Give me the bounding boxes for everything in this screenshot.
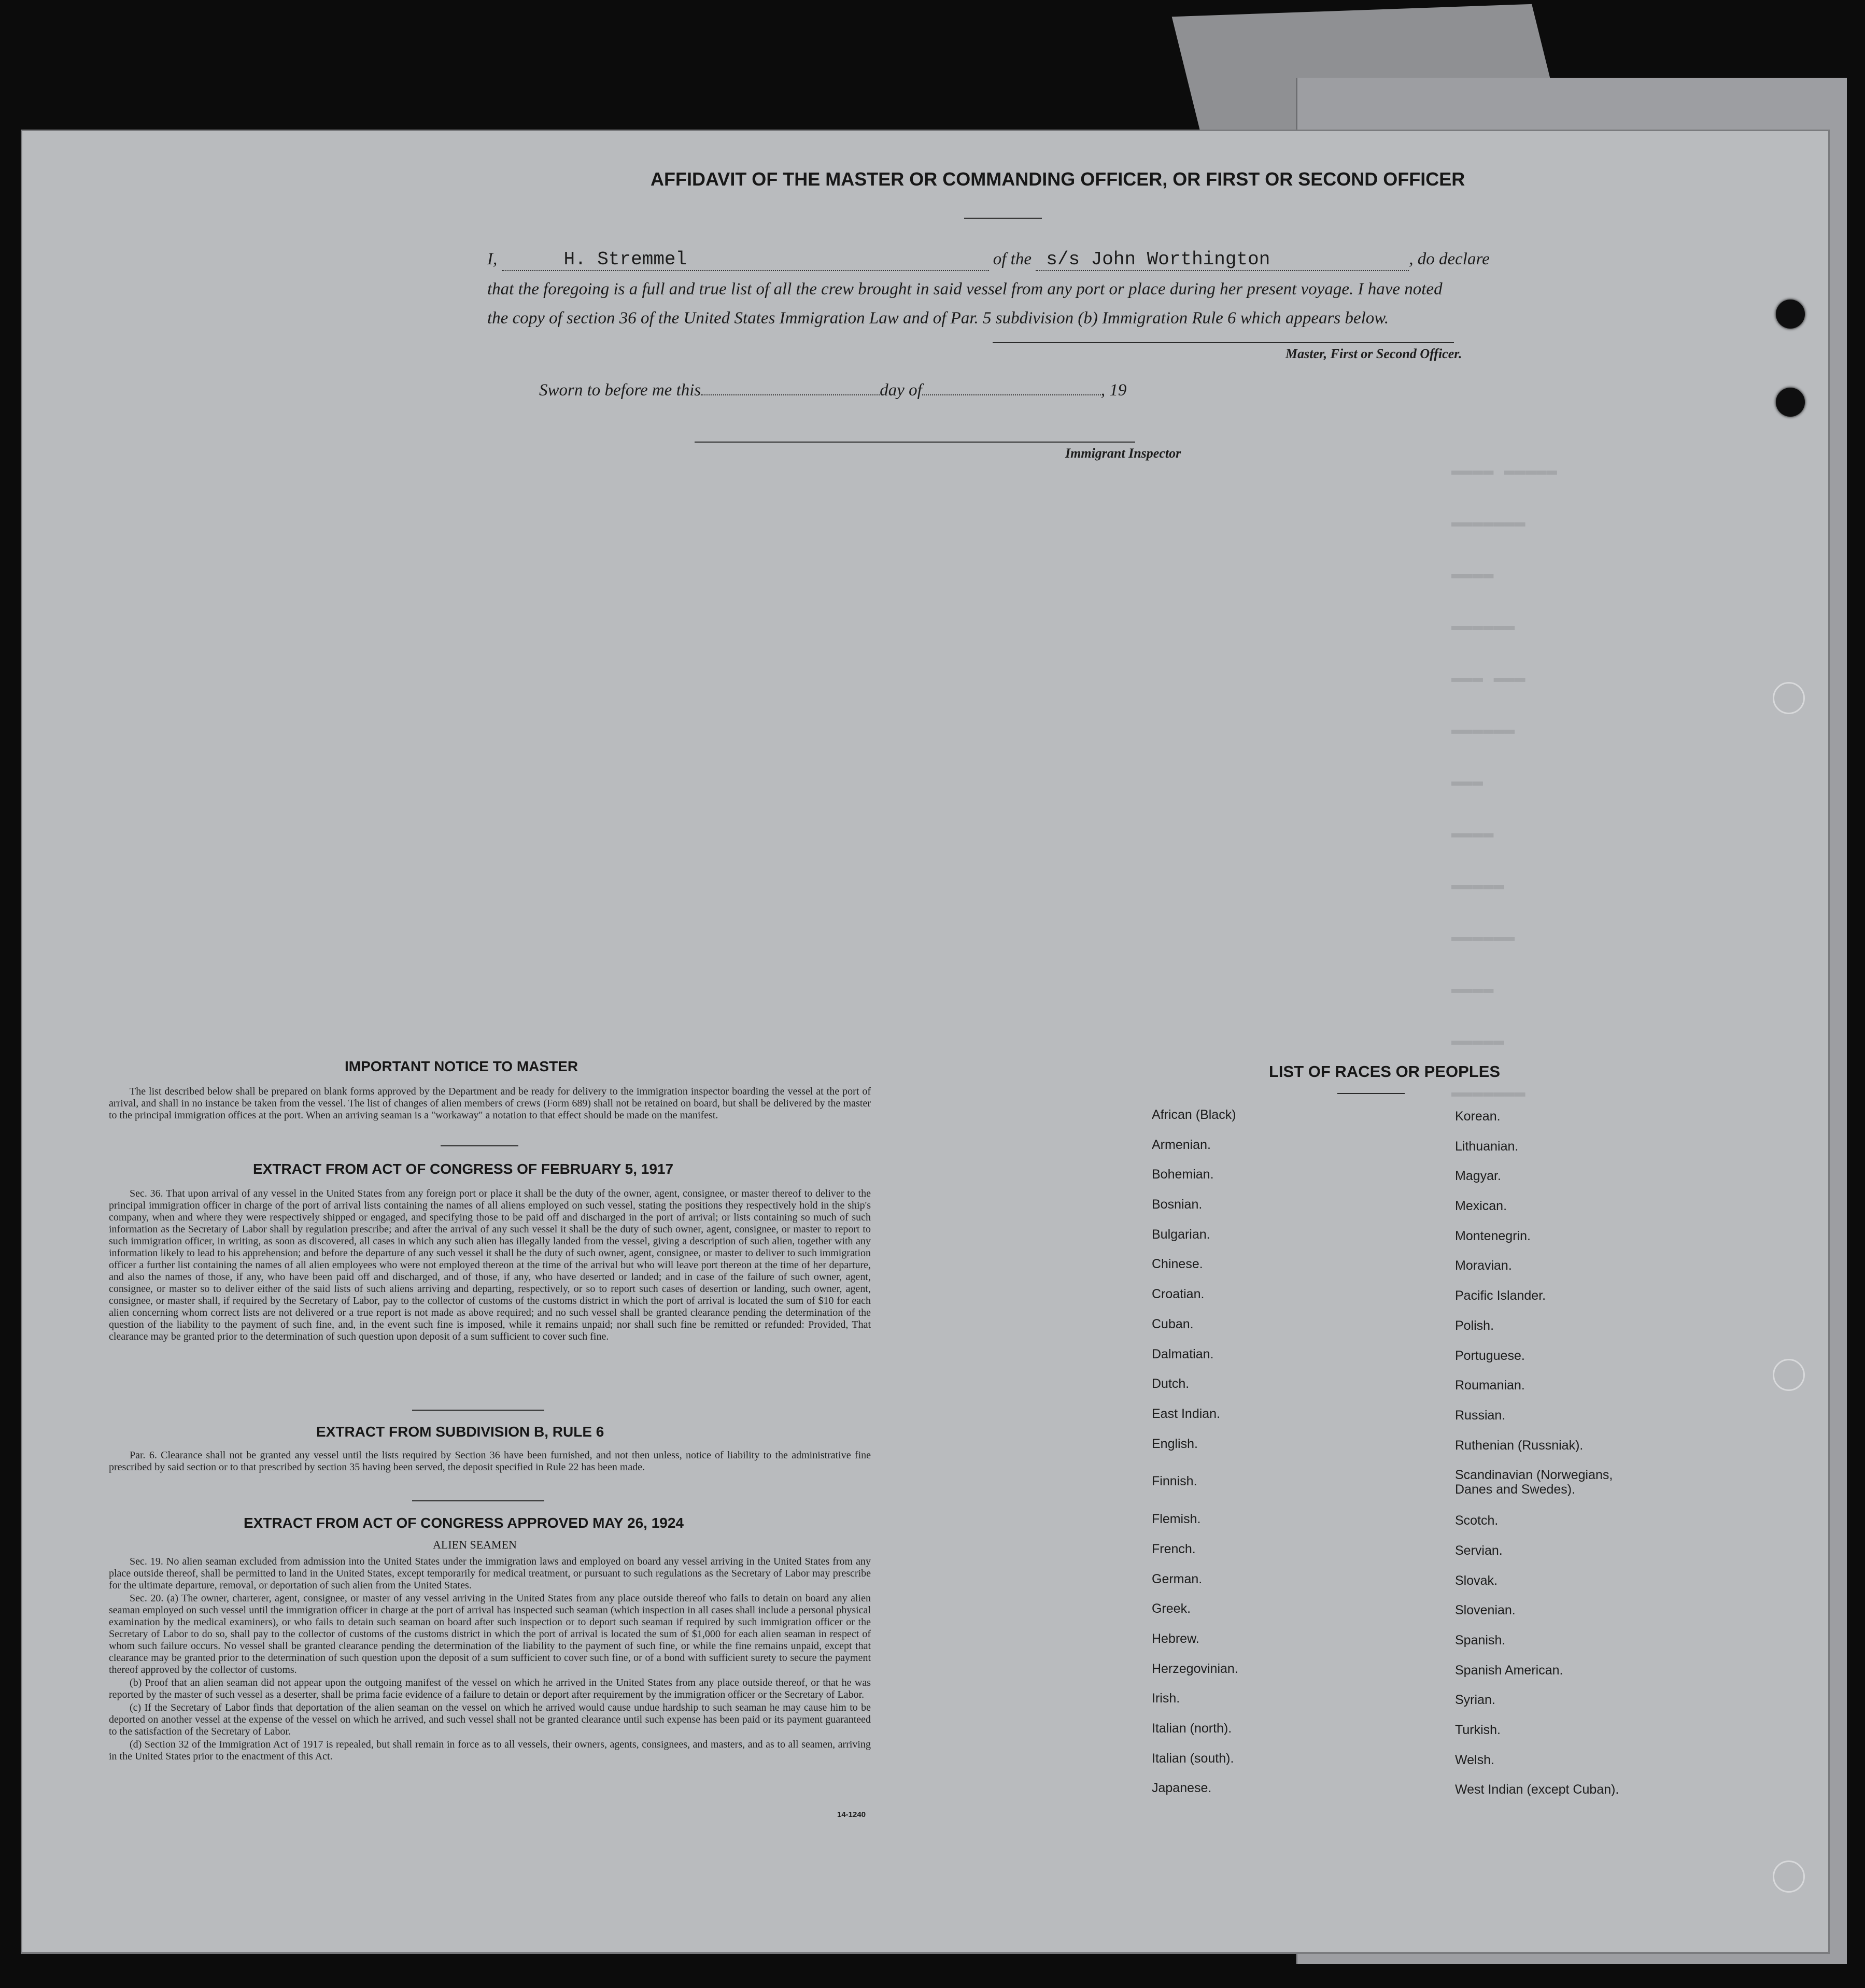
vessel-name: s/s John Worthington: [1046, 249, 1270, 270]
day-of-label: day of: [880, 381, 922, 400]
race-item: Roumanian.: [1455, 1378, 1525, 1393]
race-item: Spanish American.: [1455, 1663, 1563, 1678]
inspector-caption: Immigrant Inspector: [1065, 446, 1181, 461]
rule6-heading: EXTRACT FROM SUBDIVISION B, RULE 6: [316, 1424, 604, 1440]
divider-3: [412, 1500, 544, 1501]
declare-label: , do declare: [1409, 250, 1490, 268]
extract-1917-heading: EXTRACT FROM ACT OF CONGRESS OF FEBRUARY 5, 1917: [253, 1161, 674, 1177]
race-item: Montenegrin.: [1455, 1228, 1531, 1243]
race-item: Slovenian.: [1455, 1603, 1516, 1618]
sec-20c-text: (c) If the Secretary of Labor finds that deportation of the alien seaman on the vessel on which he arrived would cause undue hardship to such seaman he may cause him to be deported on another vessel at the expense of the vessel on which he arrived, and such vessel shall not be granted clearance until such expense has been paid or its payment guaranteed to the satisfaction of the Secretary of Labor.: [109, 1702, 871, 1737]
manifest-page: [21, 130, 1830, 1954]
race-item: Korean.: [1455, 1109, 1501, 1124]
race-item: East Indian.: [1152, 1406, 1221, 1421]
race-item: Italian (north).: [1152, 1721, 1232, 1736]
race-item: Herzegovinian.: [1152, 1661, 1238, 1676]
race-item: African (Black): [1152, 1107, 1236, 1122]
race-item: Pacific Islander.: [1455, 1288, 1546, 1303]
race-item: Cuban.: [1152, 1316, 1194, 1331]
notice-body: [109, 1086, 871, 1123]
race-item: Bohemian.: [1152, 1167, 1214, 1182]
affidavit-line-3: the copy of section 36 of the United States Immigration Law and of Par. 5 subdivision (b) Immigration Rule 6 which appears below.: [487, 309, 1389, 328]
sec-20b-text: (b) Proof that an alien seaman did not appear upon the outgoing manifest of the vessel on which he arrived in the United States from any place outside thereof, or that he was reported by the master of such vessel as a deserter, shall be prima facie evidence of a failure to detain or deport after requirement by the immigration officer or the Secretary of Labor.: [109, 1677, 871, 1700]
race-item: Turkish.: [1455, 1723, 1501, 1738]
affidavit-title: AFFIDAVIT OF THE MASTER OR COMMANDING OFFICER, OR FIRST OR SECOND OFFICER: [651, 168, 1465, 190]
sec-20d-text: (d) Section 32 of the Immigration Act of 1917 is repealed, but shall remain in force as to all vessels, their owners, agents, consignees, and masters, and as to all seamen, arriving in the United States prior to the enactment of this Act.: [109, 1739, 871, 1762]
affidavit-line-2: that the foregoing is a full and true list of all the crew brought in said vessel from any port or place during her present voyage. I have noted: [487, 280, 1443, 299]
race-item: Chinese.: [1152, 1257, 1203, 1272]
race-item: English.: [1152, 1436, 1198, 1451]
rule6-text: Par. 6. Clearance shall not be granted any vessel until the lists required by Section 36 have been furnished, and not then unless, notice of liability to the administrative fine prescribed by said section or to that prescribed by section 35 having been served, the deposit specified in Rule 22 has been made.: [109, 1450, 871, 1473]
sworn-line: [539, 381, 1126, 400]
race-item: Croatian.: [1152, 1287, 1205, 1302]
race-item: Irish.: [1152, 1691, 1180, 1706]
race-item: Armenian.: [1152, 1137, 1211, 1152]
extract-1917-body: [109, 1188, 871, 1344]
sec-20a-text: Sec. 20. (a) The owner, charterer, agent, consignee, or master of any vessel arriving in the United States from any place outside thereof who fails to detain on board any alien seaman employed on such vessel until the immigration officer in charge at the port of arrival has inspected such seaman (which inspection in all cases shall include a personal physical examination by the medical examiners), or who fails to detain such seaman on board after such inspection or to deport such seaman if required by such immigration officer or the Secretary of Labor to do so, shall pay to the collector of customs of the customs district in which the port of arrival is located the sum of $1,000 for each alien seaman in respect of whom such failure occurs. No vessel shall be granted clearance pending the determination of the liability to the payment of such fine, or while the fine remains unpaid, except that clearance may be granted prior to the determination of such question upon the deposit of a sum sufficient to cover such fine, or of a bond with sufficient surety to secure the payment thereof approved by the collector of customs.: [109, 1593, 871, 1675]
punch-hole-2: [1776, 388, 1805, 417]
race-item: Greek.: [1152, 1601, 1191, 1616]
race-item: Dalmatian.: [1152, 1346, 1214, 1361]
race-item: French.: [1152, 1541, 1196, 1556]
race-item: Syrian.: [1455, 1693, 1495, 1708]
punch-hole-5: [1773, 1861, 1805, 1893]
race-item: Mexican.: [1455, 1199, 1507, 1214]
race-item: Servian.: [1455, 1543, 1503, 1558]
inspector-signature-line: [695, 442, 1135, 443]
race-item: Lithuanian.: [1455, 1139, 1519, 1154]
rule6-body: [109, 1450, 871, 1474]
race-item: Magyar.: [1455, 1169, 1501, 1184]
divider-1: [441, 1145, 518, 1146]
race-item: Slovak.: [1455, 1573, 1497, 1588]
officer-name: H. Stremmel: [563, 249, 687, 270]
race-item: Moravian.: [1455, 1258, 1512, 1273]
race-item: West Indian (except Cuban).: [1455, 1782, 1619, 1797]
race-item: German.: [1152, 1571, 1203, 1586]
reverse-side-bleed: ▬▬▬▬ ▬▬▬▬▬ ▬▬▬▬▬▬▬ ▬▬▬▬ ▬▬▬▬▬▬ ▬▬▬ ▬▬▬ ▬▬▬▬▬▬ ▬▬▬ ▬▬▬▬ ▬▬▬▬▬ ▬▬▬▬▬▬ ▬▬▬▬ ▬▬▬▬▬ ▬▬▬▬▬▬▬: [1451, 461, 1558, 1103]
race-item: Japanese.: [1152, 1781, 1212, 1796]
master-signature-line: [993, 342, 1454, 343]
races-heading: LIST OF RACES OR PEOPLES: [1269, 1062, 1501, 1081]
extract-1924-body: [109, 1556, 871, 1764]
race-item: Dutch.: [1152, 1376, 1190, 1391]
race-item: Scandinavian (Norwegians, Danes and Swedes).: [1455, 1468, 1613, 1497]
race-item: Russian.: [1455, 1408, 1506, 1423]
race-item: Welsh.: [1455, 1752, 1494, 1767]
race-item: Portuguese.: [1455, 1348, 1525, 1363]
races-heading-rule: [1337, 1093, 1405, 1094]
punch-hole-4: [1773, 1359, 1805, 1391]
race-item: Scotch.: [1455, 1513, 1499, 1528]
race-item: Polish.: [1455, 1318, 1494, 1333]
form-number: 14-1240: [837, 1810, 866, 1819]
race-item: Bosnian.: [1152, 1197, 1203, 1212]
race-item: Finnish.: [1152, 1474, 1197, 1489]
of-the-label: of the: [993, 250, 1032, 268]
affidavit-line-1: [487, 249, 1490, 271]
race-item: Hebrew.: [1152, 1631, 1199, 1646]
races-left-column: [1152, 1107, 1238, 1811]
race-item: Ruthenian (Russniak).: [1455, 1438, 1584, 1453]
punch-hole-1: [1776, 300, 1805, 329]
races-right-column: [1455, 1109, 1642, 1812]
divider-2: [412, 1410, 544, 1411]
punch-hole-3: [1773, 682, 1805, 714]
alien-seamen-subheading: ALIEN SEAMEN: [433, 1538, 517, 1551]
race-item: Italian (south).: [1152, 1751, 1234, 1766]
race-item: Flemish.: [1152, 1512, 1201, 1527]
year-prefix: , 19: [1100, 381, 1127, 400]
affidavit-title-rule: [964, 218, 1042, 219]
race-item: Spanish.: [1455, 1633, 1506, 1648]
race-item: Bulgarian.: [1152, 1227, 1210, 1242]
sworn-label: Sworn to before me this: [539, 381, 701, 400]
master-signature-caption: Master, First or Second Officer.: [1285, 346, 1462, 361]
sec-19-text: Sec. 19. No alien seaman excluded from admission into the United States under the immigration laws and employed on board any vessel arriving in the United States from any place outside thereof, shall be permitted to land in the United States, except temporarily for medical treatment, or pursuant to such regulations as the Secretary of Labor may prescribe for the ultimate departure, removal, or deportation of such alien from the United States.: [109, 1556, 871, 1591]
extract-1924-heading: EXTRACT FROM ACT OF CONGRESS APPROVED MAY 26, 1924: [244, 1515, 684, 1531]
notice-heading: IMPORTANT NOTICE TO MASTER: [345, 1058, 578, 1074]
extract-1917-text: Sec. 36. That upon arrival of any vessel in the United States from any foreign port or place it shall be the duty of the owner, agent, consignee, or master thereof to deliver to the principal immigration officer in charge of the port of arrival lists containing the names of all aliens employed on such vessel, stating the positions they respectively hold in the ship's company, when and where they were respectively shipped or engaged, and specifying those to be paid off and discharged in the port of arrival; or lists containing so much of such information as the Secretary of Labor shall by regulation prescribe; and after the arrival of any such vessel it shall be the duty of such owner, agent, consignee, or master to report to such immigration officer, in writing, as soon as discovered, all cases in which any such alien has illegally landed from the vessel, giving a description of such alien, together with any information likely to lead to his apprehension; and before the departure of any such vessel it shall be the duty of such owner, agent, consignee, or master to deliver to such immigration officer a further list containing the names of all alien employees who were not employed thereon at the time of the arrival but who will leave port thereon at the time of her departure, and also the names of those, if any, who have been paid off and discharged, and of those, if any, who have deserted or landed; and in case of the failure of such owner, agent, consignee, or master so to deliver either of the said lists of such aliens arriving and departing, respectively, or so to report such cases of desertion or landing, such owner, agent, consignee, or master shall, if required by the Secretary of Labor, pay to the collector of customs of the customs district in which the port of arrival is located the sum of $10 for each alien concerning whom correct lists are not delivered or a true report is not made as above required; and no such vessel shall be granted clearance pending the determination of the question of the liability to the payment of such fine, and, in the event such fine is imposed, while it remains unpaid; nor shall such fine be remitted or refunded: Provided, That clearance may be granted prior to the determination of such question upon deposit of a sum sufficient to cover such fine.: [109, 1188, 871, 1342]
i-label: I,: [487, 250, 498, 268]
notice-text: The list described below shall be prepared on blank forms approved by the Department and be ready for delivery to the immigration inspector boarding the vessel at the port of arrival, and shall in no instance be taken from the vessel. The list of changes of alien members of crews (Form 689) shall not be retained on board, but shall be delivered by the master to the principal immigration offices at the port. When an arriving seaman is a "workaway" a notation to that effect should be made on the manifest.: [109, 1086, 871, 1121]
